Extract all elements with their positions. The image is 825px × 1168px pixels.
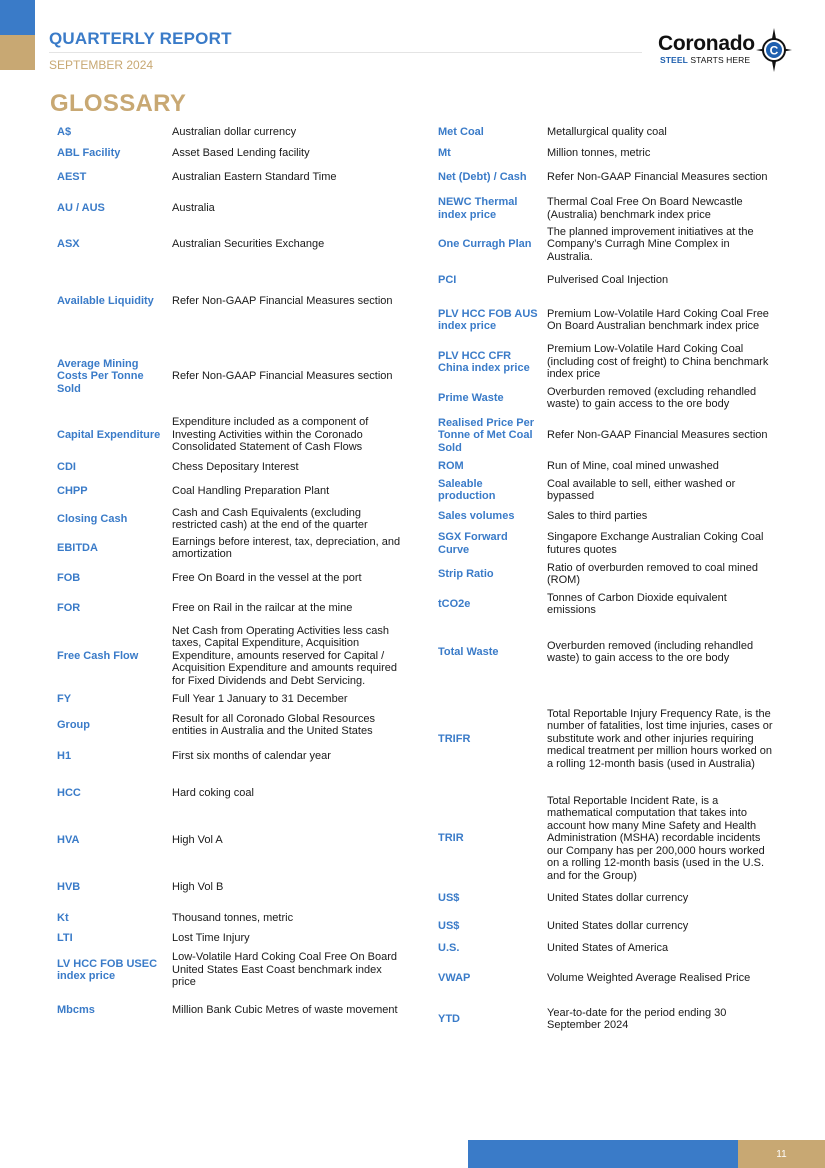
- glossary-term: YTD: [438, 1012, 460, 1025]
- glossary-row: [438, 226, 773, 263]
- glossary-row: [438, 940, 773, 956]
- glossary-definition: Volume Weighted Average Realised Price: [547, 971, 751, 984]
- glossary-definition: Cash and Cash Equivalents (excluding restricted cash) at the end of the quarter: [172, 506, 368, 531]
- glossary-definition: First six months of calendar year: [172, 749, 331, 762]
- glossary-term: AEST: [57, 171, 87, 184]
- glossary-definition: Total Reportable Injury Frequency Rate, is the number of fatalities, lost time injuries, cases or substitute work and other injuries requiring medical treatment per million hours worked on a rolling 12-month basis (used in Australia): [547, 707, 773, 770]
- glossary-definition: Premium Low-Volatile Hard Coking Coal Free On Board Australian benchmark index price: [547, 307, 769, 332]
- glossary-term: Group: [57, 718, 90, 731]
- glossary-term: EBITDA: [57, 541, 98, 554]
- glossary-term: FOB: [57, 571, 81, 584]
- glossary-definition: Thousand tonnes, metric: [172, 911, 294, 924]
- glossary-row: [57, 623, 405, 689]
- glossary-row: [438, 475, 773, 505]
- glossary-term: HVA: [57, 833, 80, 846]
- glossary-row: [57, 414, 405, 456]
- glossary-definition: United States of America: [547, 941, 669, 954]
- glossary-term: FY: [57, 692, 72, 705]
- header-accent-gold: [0, 35, 35, 70]
- glossary-definition: High Vol A: [172, 833, 223, 846]
- glossary-term: PLV HCC CFR China index price: [438, 349, 530, 374]
- glossary-definition: High Vol B: [172, 880, 224, 893]
- glossary-definition: Chess Depositary Interest: [172, 460, 299, 473]
- glossary-definition: Overburden removed (including rehandled waste) to gain access to the ore body: [547, 639, 754, 664]
- glossary-definition: Tonnes of Carbon Dioxide equivalent emissions: [547, 591, 727, 616]
- glossary-term: ASX: [57, 238, 80, 251]
- glossary-definition: Australian Securities Exchange: [172, 238, 325, 251]
- glossary-term: AU / AUS: [57, 202, 105, 215]
- glossary-definition: Total Reportable Incident Rate, is a mathematical computation that takes into account how many Mine Safety and Health Administration (MSHA) recordable incidents our Company has per 200,000 hours worked on a rolling 12-month basis (used in the U.S. and for the Group): [547, 794, 765, 882]
- glossary-term: TRIR: [438, 832, 464, 845]
- glossary-definition: Pulverised Coal Injection: [547, 274, 669, 287]
- glossary-row: [57, 339, 405, 414]
- logo-tagline-strong: STEEL: [660, 55, 688, 65]
- logo-tagline: [660, 55, 750, 65]
- glossary-term: Total Waste: [438, 645, 499, 658]
- glossary-row: [438, 793, 773, 884]
- glossary-term: US$: [438, 891, 460, 904]
- footer-bar-blue: [468, 1140, 738, 1168]
- glossary-definition: Refer Non-GAAP Financial Measures section: [172, 370, 393, 383]
- glossary-term: Strip Ratio: [438, 567, 494, 580]
- glossary-row: [438, 619, 773, 685]
- glossary-definition: United States dollar currency: [547, 919, 689, 932]
- glossary-row: [438, 263, 773, 298]
- glossary-term: ABL Facility: [57, 147, 121, 160]
- glossary-term: CDI: [57, 460, 76, 473]
- glossary-definition: Low-Volatile Hard Coking Coal Free On Board United States East Coast benchmark index price: [172, 951, 398, 989]
- glossary-definition: Refer Non-GAAP Financial Measures section: [547, 429, 768, 442]
- glossary-row: [57, 909, 405, 927]
- glossary-definition: Thermal Coal Free On Board Newcastle (Australia) benchmark index price: [547, 196, 743, 221]
- glossary-row: [438, 298, 773, 342]
- glossary-term: LV HCC FOB USEC index price: [57, 957, 158, 982]
- glossary-term: Met Coal: [438, 126, 484, 139]
- glossary-term: U.S.: [438, 941, 460, 954]
- glossary-row: [438, 505, 773, 528]
- glossary-row: [57, 689, 405, 709]
- glossary-term: SGX Forward Curve: [438, 531, 508, 556]
- glossary-definition: Net Cash from Operating Activities less cash taxes, Capital Expenditure, Acquisition Expenditure, amounts reserved for Capital / Acquisition Expenditure and amounts required for Fixed Dividends and Debt Servicing.: [172, 624, 398, 687]
- glossary-row: [57, 533, 405, 563]
- glossary-term: Available Liquidity: [57, 294, 154, 307]
- glossary-term: HCC: [57, 786, 81, 799]
- glossary-term: TRIFR: [438, 732, 471, 745]
- glossary-term: tCO2e: [438, 597, 471, 610]
- logo-wordmark: Coronado: [658, 32, 755, 55]
- glossary-row: [57, 991, 405, 1029]
- glossary-definition: Free On Board in the vessel at the port: [172, 571, 362, 584]
- glossary-row: [57, 927, 405, 949]
- glossary-row: [57, 563, 405, 593]
- glossary-term: Mt: [438, 147, 451, 160]
- glossary-row: [57, 741, 405, 771]
- header-accent-blue: [0, 0, 35, 35]
- glossary-definition: Year-to-date for the period ending 30 September 2024: [547, 1006, 727, 1031]
- glossary-term: CHPP: [57, 485, 88, 498]
- glossary-row: [438, 589, 773, 619]
- glossary-row: [438, 956, 773, 1000]
- glossary-row: [57, 505, 405, 533]
- glossary-definition: Expenditure included as a component of Investing Activities within the Coronado Consolidated Statement of Cash Flows: [172, 416, 369, 454]
- logo-tagline-rest: STARTS HERE: [687, 55, 751, 65]
- glossary-term: US$: [438, 919, 460, 932]
- glossary-term: NEWC Thermal index price: [438, 196, 518, 221]
- glossary-row: [57, 263, 405, 339]
- glossary-definition: Premium Low-Volatile Hard Coking Coal (including cost of freight) to China benchmark index price: [547, 343, 769, 381]
- glossary-row: [57, 164, 405, 191]
- compass-icon: [754, 26, 794, 74]
- glossary-definition: Run of Mine, coal mined unwashed: [547, 459, 719, 472]
- glossary-definition: Result for all Coronado Global Resources entities in Australia and the United States: [172, 712, 375, 737]
- glossary-row: [438, 164, 773, 191]
- page-number: 11: [776, 1149, 787, 1160]
- glossary-row: [438, 559, 773, 589]
- glossary-definition: Hard coking coal: [172, 786, 254, 799]
- glossary-row: [438, 912, 773, 940]
- glossary-term: Sales volumes: [438, 510, 515, 523]
- glossary-term: Realised Price Per Tonne of Met Coal Sold: [438, 416, 535, 454]
- glossary-definition: Million tonnes, metric: [547, 147, 651, 160]
- glossary-definition: Refer Non-GAAP Financial Measures section: [172, 294, 393, 307]
- glossary-row: [57, 865, 405, 909]
- glossary-row: [57, 191, 405, 226]
- glossary-term: Capital Expenditure: [57, 428, 161, 441]
- glossary-term: ROM: [438, 459, 464, 472]
- glossary-row: [438, 122, 773, 143]
- glossary-row: [438, 342, 773, 382]
- glossary-definition: Australian Eastern Standard Time: [172, 171, 337, 184]
- glossary-column-left: [57, 122, 405, 1029]
- glossary-row: [438, 382, 773, 414]
- glossary-definition: Million Bank Cubic Metres of waste movement: [172, 1003, 398, 1016]
- glossary-row: [438, 143, 773, 164]
- glossary-row: [438, 884, 773, 912]
- glossary-definition: Free on Rail in the railcar at the mine: [172, 601, 353, 614]
- glossary-term: FOR: [57, 601, 81, 614]
- glossary-definition: Earnings before interest, tax, depreciation, and amortization: [172, 535, 401, 560]
- glossary-term: VWAP: [438, 971, 471, 984]
- coronado-logo: [658, 28, 798, 76]
- glossary-definition: Metallurgical quality coal: [547, 126, 667, 139]
- glossary-term: H1: [57, 749, 72, 762]
- header-divider: [49, 52, 642, 53]
- glossary-row: [438, 685, 773, 793]
- glossary-row: [57, 709, 405, 741]
- glossary-term: PLV HCC FOB AUS index price: [438, 307, 538, 332]
- glossary-definition: The planned improvement initiatives at the Company’s Curragh Mine Complex in Australia.: [547, 225, 754, 263]
- glossary-title: GLOSSARY: [50, 90, 187, 117]
- glossary-definition: Ratio of overburden removed to coal mined (ROM): [547, 561, 758, 586]
- glossary-definition: Coal available to sell, either washed or bypassed: [547, 477, 736, 502]
- glossary-term: One Curragh Plan: [438, 238, 532, 251]
- glossary-row: [438, 1000, 773, 1038]
- glossary-row: [438, 414, 773, 457]
- glossary-term: Mbcms: [57, 1003, 95, 1016]
- glossary-definition: United States dollar currency: [547, 891, 689, 904]
- glossary-definition: Asset Based Lending facility: [172, 147, 310, 160]
- glossary-definition: Sales to third parties: [547, 510, 648, 523]
- glossary-definition: Coal Handling Preparation Plant: [172, 485, 330, 498]
- glossary-term: HVB: [57, 880, 81, 893]
- glossary-row: [57, 143, 405, 164]
- glossary-term: Kt: [57, 911, 69, 924]
- glossary-row: [57, 593, 405, 623]
- glossary-row: [438, 528, 773, 559]
- glossary-definition: Australian dollar currency: [172, 126, 297, 139]
- glossary-row: [438, 457, 773, 475]
- glossary-row: [57, 949, 405, 991]
- glossary-row: [57, 456, 405, 478]
- glossary-term: Saleable production: [438, 477, 496, 502]
- glossary-row: [57, 122, 405, 143]
- glossary-row: [57, 478, 405, 505]
- glossary-column-right: [438, 122, 773, 1038]
- glossary-definition: Australia: [172, 202, 215, 215]
- glossary-term: Net (Debt) / Cash: [438, 171, 527, 184]
- report-date: SEPTEMBER 2024: [49, 58, 154, 72]
- glossary-row: [438, 191, 773, 226]
- report-title: QUARTERLY REPORT: [49, 29, 232, 48]
- glossary-term: A$: [57, 126, 72, 139]
- glossary-definition: Overburden removed (excluding rehandled waste) to gain access to the ore body: [547, 385, 757, 410]
- logo-mark-letter: C: [769, 43, 779, 58]
- glossary-term: Free Cash Flow: [57, 649, 139, 662]
- glossary-term: Prime Waste: [438, 391, 504, 404]
- glossary-row: [57, 226, 405, 263]
- glossary-definition: Lost Time Injury: [172, 931, 250, 944]
- glossary-definition: Singapore Exchange Australian Coking Coal futures quotes: [547, 531, 764, 556]
- glossary-term: Average Mining Costs Per Tonne Sold: [57, 357, 144, 395]
- glossary-term: PCI: [438, 274, 457, 287]
- glossary-definition: Refer Non-GAAP Financial Measures section: [547, 171, 768, 184]
- glossary-row: [57, 771, 405, 815]
- glossary-definition: Full Year 1 January to 31 December: [172, 692, 348, 705]
- glossary-term: LTI: [57, 931, 73, 944]
- glossary-row: [57, 815, 405, 865]
- glossary-term: Closing Cash: [57, 512, 128, 525]
